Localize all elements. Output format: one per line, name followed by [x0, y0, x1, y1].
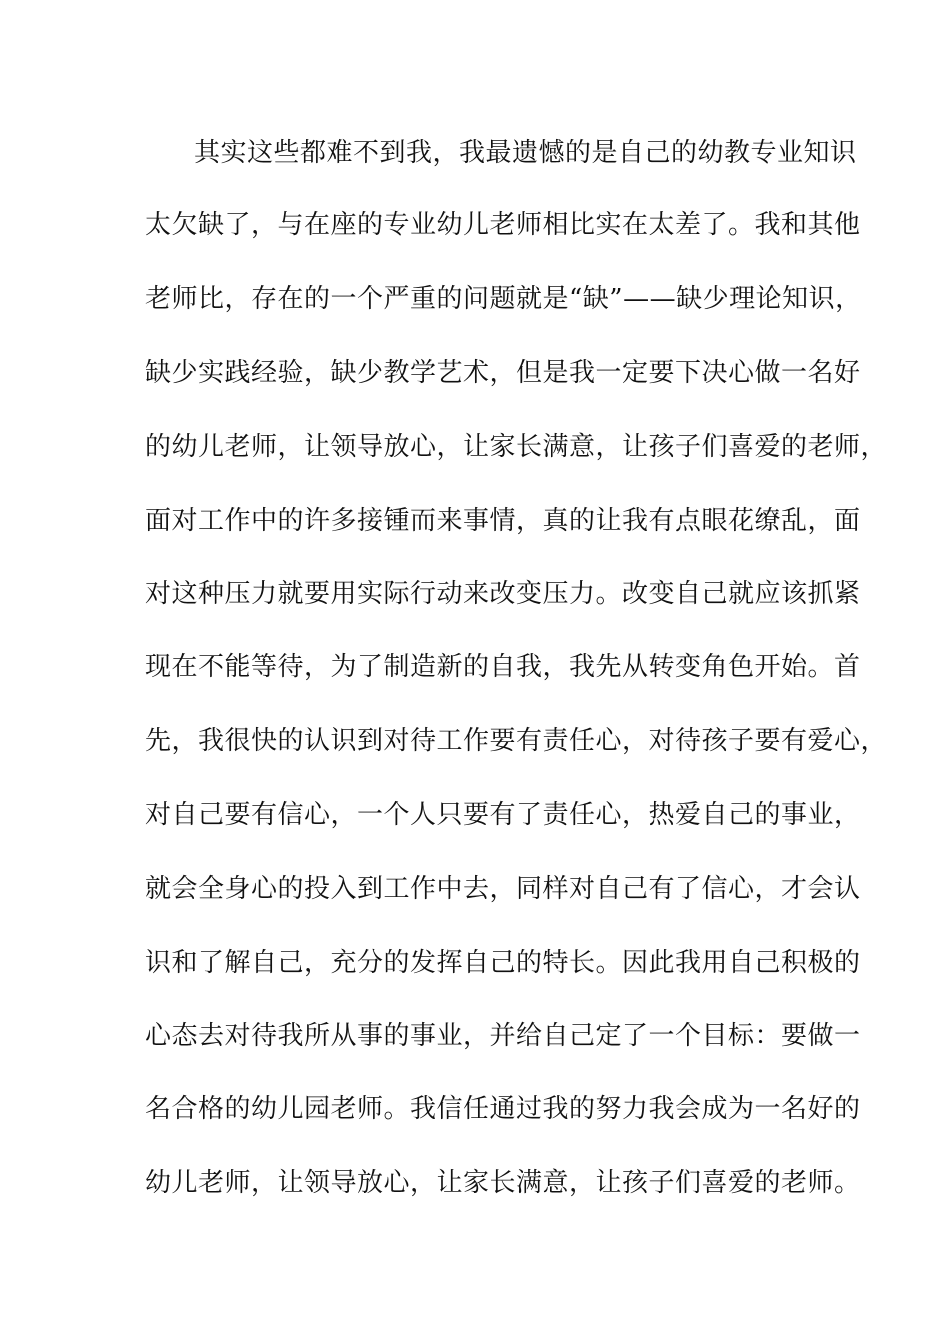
text-line-6: 面对工作中的许多接锺而来事情，真的让我有点眼花缭乱，面	[145, 506, 861, 536]
text-line-2: 太欠缺了，与在座的专业幼儿老师相比实在太差了。我和其他	[145, 210, 861, 240]
text-line-13: 心态去对待我所从事的事业，并给自己定了一个目标：要做一	[145, 1021, 861, 1051]
text-line-4: 缺少实践经验，缺少教学艺术，但是我一定要下决心做一名好	[145, 358, 861, 388]
text-line-12: 识和了解自己，充分的发挥自己的特长。因此我用自己积极的	[145, 948, 861, 978]
text-line-9: 先，我很快的认识到对待工作要有责任心，对待孩子要有爱心，	[145, 726, 888, 756]
text-line-8: 现在不能等待，为了制造新的自我，我先从转变角色开始。首	[145, 652, 861, 682]
text-line-5: 的幼儿老师，让领导放心，让家长满意，让孩子们喜爱的老师，	[145, 432, 888, 462]
text-line-15: 幼儿老师，让领导放心，让家长满意，让孩子们喜爱的老师。	[145, 1168, 861, 1198]
text-line-10: 对自己要有信心，一个人只要有了责任心，热爱自己的事业，	[145, 800, 861, 830]
text-line-11: 就会全身心的投入到工作中去，同样对自己有了信心，才会认	[145, 874, 861, 904]
text-line-3: 老师比，存在的一个严重的问题就是“缺”——缺少理论知识，	[145, 284, 862, 314]
text-line-1: 其实这些都难不到我，我最遗憾的是自己的幼教专业知识	[194, 138, 857, 168]
text-line-7: 对这种压力就要用实际行动来改变压力。改变自己就应该抓紧	[145, 579, 861, 609]
text-line-14: 名合格的幼儿园老师。我信任通过我的努力我会成为一名好的	[145, 1094, 861, 1124]
